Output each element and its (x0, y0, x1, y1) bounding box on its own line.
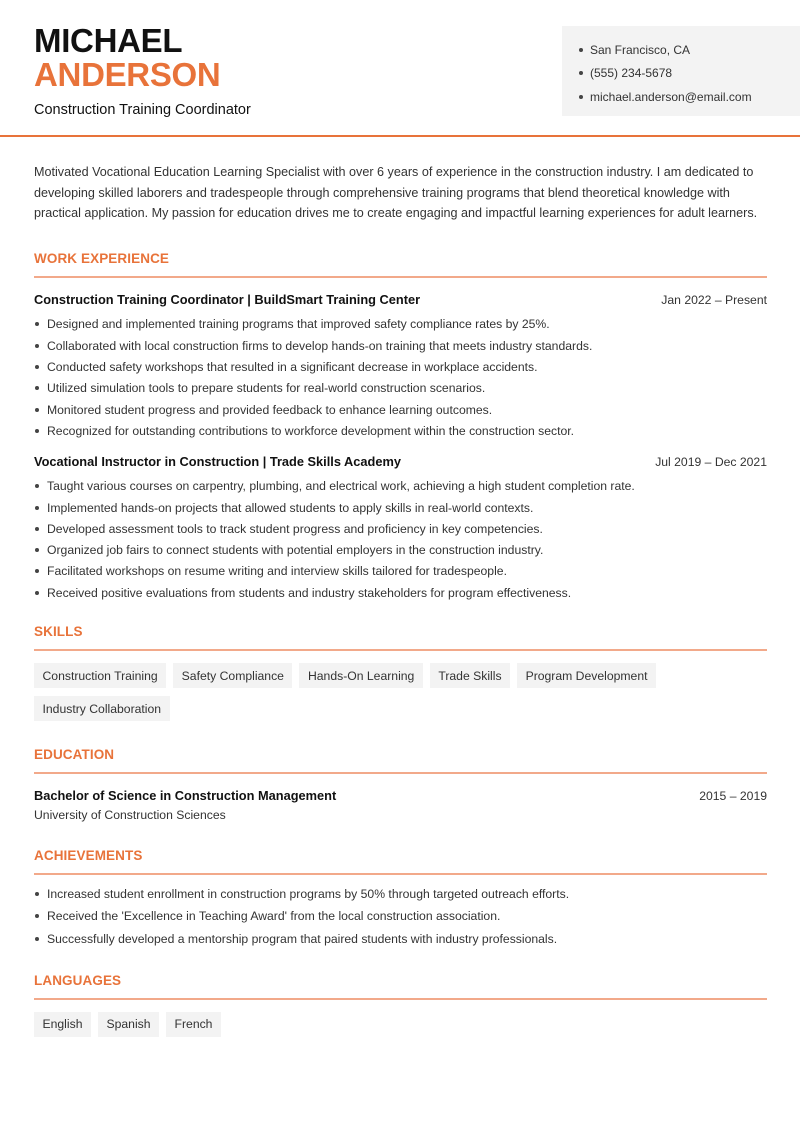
bullet-icon (35, 892, 39, 896)
location-text: San Francisco, CA (590, 42, 691, 57)
section-achievements (34, 848, 767, 950)
summary: Motivated Vocational Education Learning Specialist with over 6 years of experience in the construction industry. I am dedicated to developing skilled laborers and tradespeople through comprehensive training programs that blend theoretical knowledge with practical application. My passion for education drives me to create engaging and impactful learning experiences for adult learners. (34, 165, 758, 221)
bullet-icon (35, 322, 39, 326)
resume-header (0, 0, 800, 137)
bullet-item (34, 582, 767, 603)
bullet-icon (579, 71, 583, 75)
section-title: ACHIEVEMENTS (34, 848, 143, 864)
skill-tag: Construction Training (34, 663, 166, 688)
job-header (34, 454, 767, 469)
bullet-icon (35, 591, 39, 595)
bullet-text: Recognized for outstanding contributions to workforce development within the construction sector. (47, 423, 575, 438)
education-dates: 2015 – 2019 (699, 789, 767, 804)
skill-tag: Industry Collaboration (34, 696, 170, 721)
bullet-icon (35, 937, 39, 941)
section-divider (34, 772, 767, 774)
bullet-icon (35, 386, 39, 390)
bullet-text: Utilized simulation tools to prepare students for real-world construction scenarios. (47, 381, 486, 396)
job-header (34, 292, 767, 307)
job-entry (34, 454, 767, 604)
achievement-text: Successfully developed a mentorship program that paired students with industry professionals. (47, 931, 558, 946)
bullet-item (34, 335, 767, 356)
job-role: Vocational Instructor in Construction | Trade Skills Academy (34, 453, 401, 469)
bullet-item (34, 497, 767, 518)
first-name: MICHAEL (34, 22, 183, 59)
resume-body (0, 162, 800, 1037)
bullet-item (34, 561, 767, 582)
bullet-icon (35, 506, 39, 510)
contact-email (579, 85, 800, 109)
bullet-text: Taught various courses on carpentry, plumbing, and electrical work, achieving a high student completion rate. (47, 479, 635, 494)
skill-tag: Trade Skills (430, 663, 510, 688)
bullet-icon (35, 548, 39, 552)
bullet-item (34, 356, 767, 377)
bullet-text: Designed and implemented training programs that improved safety compliance rates by 25%. (47, 317, 550, 332)
bullet-text: Developed assessment tools to track student progress and proficiency in key competencies. (47, 521, 543, 536)
section-divider (34, 873, 767, 875)
language-tag: English (34, 1012, 91, 1037)
job-entry (34, 292, 767, 442)
section-education (34, 747, 767, 822)
bullet-item (34, 314, 767, 335)
section-title: WORK EXPERIENCE (34, 250, 170, 266)
achievement-item (34, 905, 767, 928)
contact-location (579, 38, 800, 62)
language-tag: French (166, 1012, 221, 1037)
achievement-item (34, 882, 767, 905)
contact-phone (579, 62, 800, 86)
skill-tag: Safety Compliance (173, 663, 292, 688)
language-tag: Spanish (98, 1012, 159, 1037)
job-role: Construction Training Coordinator | BuildSmart Training Center (34, 291, 421, 307)
section-divider (34, 998, 767, 1000)
section-languages (34, 973, 767, 1037)
bullet-item (34, 476, 767, 497)
bullet-icon (35, 914, 39, 918)
job-bullets (34, 476, 767, 604)
bullet-text: Collaborated with local construction firms to develop hands-on training that meets industry standards. (47, 338, 593, 353)
bullet-icon (35, 365, 39, 369)
bullet-text: Monitored student progress and provided feedback to enhance learning outcomes. (47, 402, 493, 417)
degree: Bachelor of Science in Construction Management (34, 788, 337, 804)
bullet-text: Implemented hands-on projects that allowed students to apply skills in real-world contexts. (47, 500, 534, 515)
bullet-item (34, 378, 767, 399)
email-text: michael.anderson@email.com (590, 89, 752, 104)
bullet-text: Organized job fairs to connect students with potential employers in the construction industry. (47, 543, 544, 558)
section-title: LANGUAGES (34, 972, 122, 988)
section-skills (34, 624, 767, 721)
last-name: ANDERSON (34, 56, 221, 93)
bullet-text: Facilitated workshops on resume writing and interview skills tailored for tradespeople. (47, 564, 507, 579)
name-block (34, 24, 251, 118)
bullet-icon (35, 484, 39, 488)
job-dates: Jul 2019 – Dec 2021 (655, 454, 767, 469)
skill-tag: Program Development (517, 663, 656, 688)
bullet-item (34, 539, 767, 560)
bullet-item (34, 399, 767, 420)
language-tags (34, 1012, 767, 1037)
bullet-icon (35, 429, 39, 433)
education-entry (34, 788, 767, 822)
bullet-icon (35, 569, 39, 573)
section-title: EDUCATION (34, 747, 115, 763)
school: University of Construction Sciences (34, 808, 226, 823)
education-header (34, 788, 767, 803)
skills-tags (34, 663, 767, 721)
bullet-icon (579, 95, 583, 99)
contact-box (562, 26, 800, 116)
bullet-text: Received positive evaluations from students and industry stakeholders for program effectiveness. (47, 585, 572, 600)
achievement-item (34, 927, 767, 950)
section-divider (34, 649, 767, 651)
bullet-icon (35, 344, 39, 348)
skill-tag: Hands-On Learning (299, 663, 422, 688)
job-bullets (34, 314, 767, 442)
job-dates: Jan 2022 – Present (661, 292, 767, 307)
bullet-icon (579, 48, 583, 52)
bullet-icon (35, 527, 39, 531)
bullet-icon (35, 408, 39, 412)
section-work-experience (34, 251, 767, 604)
achievements-list (34, 882, 767, 950)
section-title: SKILLS (34, 624, 83, 640)
bullet-item (34, 518, 767, 539)
achievement-text: Increased student enrollment in construction programs by 50% through targeted outreach efforts. (47, 886, 570, 901)
phone-text: (555) 234-5678 (590, 66, 673, 81)
bullet-text: Conducted safety workshops that resulted in a significant decrease in workplace accidents. (47, 360, 538, 375)
job-title: Construction Training Coordinator (34, 102, 251, 118)
bullet-item (34, 420, 767, 441)
achievement-text: Received the 'Excellence in Teaching Award' from the local construction association. (47, 909, 501, 924)
section-divider (34, 276, 767, 278)
